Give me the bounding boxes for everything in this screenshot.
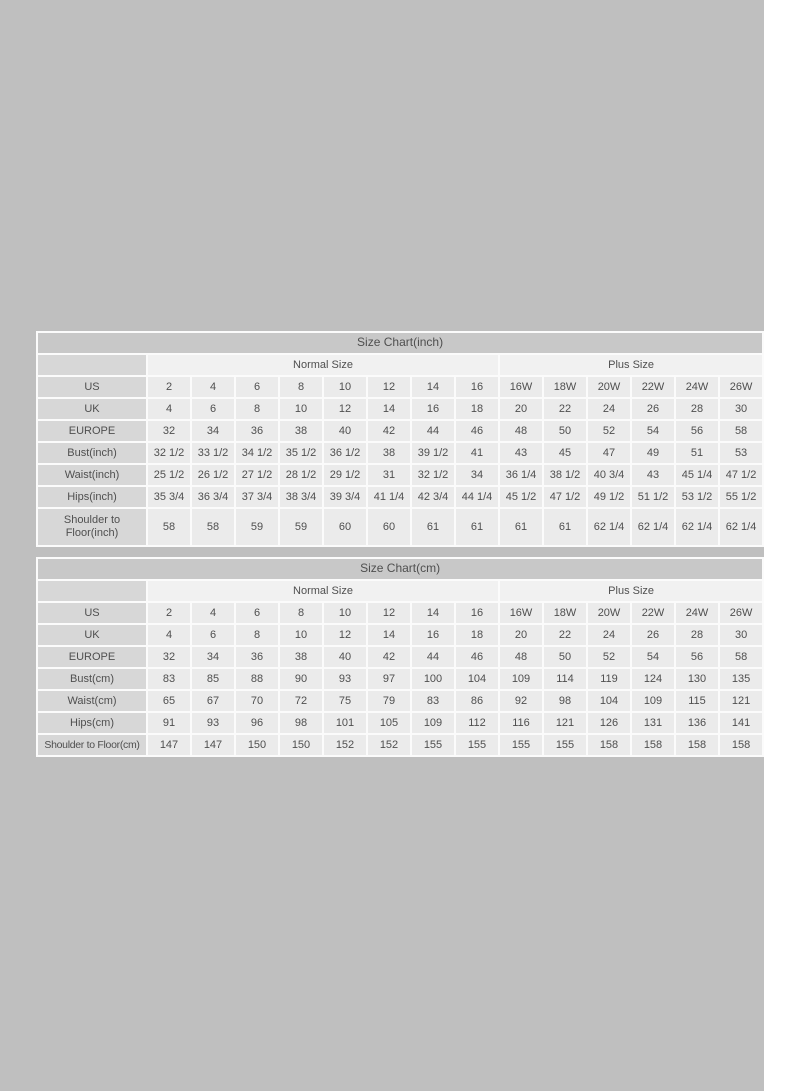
value-cell: 59: [236, 509, 278, 545]
value-cell: 10: [324, 377, 366, 397]
row-label: Hips(cm): [38, 713, 146, 733]
value-cell: 18: [456, 399, 498, 419]
value-cell: 24: [588, 399, 630, 419]
value-cell: 14: [368, 399, 410, 419]
value-cell: 8: [236, 399, 278, 419]
value-cell: 158: [588, 735, 630, 755]
value-cell: 41 1/4: [368, 487, 410, 507]
group-header-plus-size: Plus Size: [500, 355, 762, 375]
value-cell: 12: [368, 377, 410, 397]
value-cell: 43: [632, 465, 674, 485]
value-cell: 8: [280, 377, 322, 397]
table-row: [38, 647, 762, 667]
value-cell: 24: [588, 625, 630, 645]
value-cell: 26 1/2: [192, 465, 234, 485]
value-cell: 158: [720, 735, 762, 755]
value-cell: 61: [456, 509, 498, 545]
value-cell: 150: [280, 735, 322, 755]
value-cell: 16: [412, 625, 454, 645]
corner-cell: [38, 355, 146, 375]
value-cell: 155: [412, 735, 454, 755]
value-cell: 79: [368, 691, 410, 711]
value-cell: 61: [544, 509, 586, 545]
value-cell: 18W: [544, 377, 586, 397]
value-cell: 47 1/2: [720, 465, 762, 485]
value-cell: 47 1/2: [544, 487, 586, 507]
value-cell: 51: [676, 443, 718, 463]
value-cell: 26W: [720, 377, 762, 397]
value-cell: 58: [720, 421, 762, 441]
value-cell: 155: [500, 735, 542, 755]
value-cell: 54: [632, 647, 674, 667]
table-row: [38, 443, 762, 463]
value-cell: 52: [588, 421, 630, 441]
value-cell: 37 3/4: [236, 487, 278, 507]
value-cell: 119: [588, 669, 630, 689]
value-cell: 45 1/2: [500, 487, 542, 507]
value-cell: 86: [456, 691, 498, 711]
value-cell: 2: [148, 377, 190, 397]
row-label: Waist(inch): [38, 465, 146, 485]
value-cell: 20W: [588, 603, 630, 623]
value-cell: 58: [148, 509, 190, 545]
value-cell: 4: [148, 399, 190, 419]
value-cell: 38: [368, 443, 410, 463]
value-cell: 158: [632, 735, 674, 755]
value-cell: 121: [720, 691, 762, 711]
value-cell: 18: [456, 625, 498, 645]
value-cell: 83: [148, 669, 190, 689]
value-cell: 96: [236, 713, 278, 733]
value-cell: 141: [720, 713, 762, 733]
value-cell: 10: [324, 603, 366, 623]
value-cell: 38: [280, 421, 322, 441]
value-cell: 14: [412, 377, 454, 397]
value-cell: 4: [192, 603, 234, 623]
value-cell: 92: [500, 691, 542, 711]
value-cell: 135: [720, 669, 762, 689]
value-cell: 6: [236, 603, 278, 623]
value-cell: 50: [544, 647, 586, 667]
value-cell: 30: [720, 399, 762, 419]
value-cell: 22W: [632, 377, 674, 397]
value-cell: 22: [544, 399, 586, 419]
value-cell: 20W: [588, 377, 630, 397]
value-cell: 28: [676, 625, 718, 645]
value-cell: 152: [368, 735, 410, 755]
value-cell: 62 1/4: [720, 509, 762, 545]
value-cell: 62 1/4: [632, 509, 674, 545]
value-cell: 40: [324, 647, 366, 667]
value-cell: 83: [412, 691, 454, 711]
value-cell: 41: [456, 443, 498, 463]
value-cell: 26: [632, 399, 674, 419]
value-cell: 131: [632, 713, 674, 733]
value-cell: 52: [588, 647, 630, 667]
corner-cell: [38, 581, 146, 601]
value-cell: 55 1/2: [720, 487, 762, 507]
value-cell: 155: [456, 735, 498, 755]
value-cell: 70: [236, 691, 278, 711]
value-cell: 12: [368, 603, 410, 623]
value-cell: 61: [500, 509, 542, 545]
row-label: EUROPE: [38, 647, 146, 667]
value-cell: 10: [280, 625, 322, 645]
value-cell: 16: [412, 399, 454, 419]
value-cell: 33 1/2: [192, 443, 234, 463]
table-row: [38, 713, 762, 733]
value-cell: 26: [632, 625, 674, 645]
value-cell: 22W: [632, 603, 674, 623]
value-cell: 35 3/4: [148, 487, 190, 507]
value-cell: 98: [280, 713, 322, 733]
value-cell: 36 3/4: [192, 487, 234, 507]
table-row: [38, 399, 762, 419]
value-cell: 155: [544, 735, 586, 755]
value-cell: 2: [148, 603, 190, 623]
value-cell: 36: [236, 647, 278, 667]
value-cell: 24W: [676, 603, 718, 623]
value-cell: 38: [280, 647, 322, 667]
value-cell: 34: [192, 421, 234, 441]
value-cell: 56: [676, 647, 718, 667]
value-cell: 44: [412, 647, 454, 667]
value-cell: 62 1/4: [676, 509, 718, 545]
value-cell: 53 1/2: [676, 487, 718, 507]
value-cell: 6: [236, 377, 278, 397]
value-cell: 48: [500, 647, 542, 667]
value-cell: 126: [588, 713, 630, 733]
table-title-row: [38, 333, 762, 353]
value-cell: 48: [500, 421, 542, 441]
value-cell: 12: [324, 399, 366, 419]
table-title-row: [38, 559, 762, 579]
value-cell: 53: [720, 443, 762, 463]
value-cell: 42 3/4: [412, 487, 454, 507]
size-charts-area: [36, 331, 764, 757]
value-cell: 39 3/4: [324, 487, 366, 507]
value-cell: 60: [324, 509, 366, 545]
value-cell: 16: [456, 603, 498, 623]
value-cell: 40 3/4: [588, 465, 630, 485]
group-header-normal-size: Normal Size: [148, 355, 498, 375]
value-cell: 30: [720, 625, 762, 645]
value-cell: 42: [368, 421, 410, 441]
value-cell: 60: [368, 509, 410, 545]
value-cell: 28 1/2: [280, 465, 322, 485]
group-header-plus-size: Plus Size: [500, 581, 762, 601]
table-row: [38, 377, 762, 397]
value-cell: 85: [192, 669, 234, 689]
value-cell: 67: [192, 691, 234, 711]
value-cell: 93: [324, 669, 366, 689]
value-cell: 121: [544, 713, 586, 733]
value-cell: 12: [324, 625, 366, 645]
value-cell: 93: [192, 713, 234, 733]
value-cell: 91: [148, 713, 190, 733]
value-cell: 10: [280, 399, 322, 419]
value-cell: 32: [148, 647, 190, 667]
value-cell: 14: [412, 603, 454, 623]
row-label: Shoulder to Floor(inch): [38, 509, 146, 545]
value-cell: 16: [456, 377, 498, 397]
row-label: Hips(inch): [38, 487, 146, 507]
value-cell: 36 1/2: [324, 443, 366, 463]
value-cell: 90: [280, 669, 322, 689]
value-cell: 22: [544, 625, 586, 645]
value-cell: 29 1/2: [324, 465, 366, 485]
value-cell: 34: [192, 647, 234, 667]
value-cell: 45 1/4: [676, 465, 718, 485]
value-cell: 105: [368, 713, 410, 733]
value-cell: 18W: [544, 603, 586, 623]
value-cell: 104: [588, 691, 630, 711]
value-cell: 24W: [676, 377, 718, 397]
value-cell: 42: [368, 647, 410, 667]
value-cell: 130: [676, 669, 718, 689]
table-title: Size Chart(inch): [38, 333, 762, 353]
value-cell: 16W: [500, 377, 542, 397]
value-cell: 58: [192, 509, 234, 545]
value-cell: 49 1/2: [588, 487, 630, 507]
value-cell: 6: [192, 625, 234, 645]
value-cell: 28: [676, 399, 718, 419]
value-cell: 101: [324, 713, 366, 733]
value-cell: 88: [236, 669, 278, 689]
value-cell: 4: [148, 625, 190, 645]
table-row: [38, 509, 762, 545]
value-cell: 109: [500, 669, 542, 689]
value-cell: 98: [544, 691, 586, 711]
value-cell: 109: [632, 691, 674, 711]
table-row: [38, 487, 762, 507]
row-label: UK: [38, 399, 146, 419]
value-cell: 65: [148, 691, 190, 711]
size-chart-inch-table: [36, 331, 764, 547]
value-cell: 45: [544, 443, 586, 463]
value-cell: 38 1/2: [544, 465, 586, 485]
value-cell: 35 1/2: [280, 443, 322, 463]
value-cell: 158: [676, 735, 718, 755]
value-cell: 44: [412, 421, 454, 441]
value-cell: 20: [500, 625, 542, 645]
table-row: [38, 669, 762, 689]
value-cell: 61: [412, 509, 454, 545]
value-cell: 114: [544, 669, 586, 689]
table-row: [38, 465, 762, 485]
table-title: Size Chart(cm): [38, 559, 762, 579]
value-cell: 147: [192, 735, 234, 755]
value-cell: 115: [676, 691, 718, 711]
value-cell: 152: [324, 735, 366, 755]
value-cell: 124: [632, 669, 674, 689]
value-cell: 14: [368, 625, 410, 645]
value-cell: 34: [456, 465, 498, 485]
value-cell: 43: [500, 443, 542, 463]
row-label: EUROPE: [38, 421, 146, 441]
table-row: [38, 421, 762, 441]
value-cell: 56: [676, 421, 718, 441]
value-cell: 4: [192, 377, 234, 397]
value-cell: 58: [720, 647, 762, 667]
table-row: [38, 603, 762, 623]
row-label: US: [38, 377, 146, 397]
value-cell: 34 1/2: [236, 443, 278, 463]
table-row: [38, 625, 762, 645]
value-cell: 27 1/2: [236, 465, 278, 485]
value-cell: 39 1/2: [412, 443, 454, 463]
value-cell: 36: [236, 421, 278, 441]
value-cell: 49: [632, 443, 674, 463]
value-cell: 46: [456, 647, 498, 667]
value-cell: 26W: [720, 603, 762, 623]
value-cell: 38 3/4: [280, 487, 322, 507]
value-cell: 46: [456, 421, 498, 441]
value-cell: 51 1/2: [632, 487, 674, 507]
value-cell: 32 1/2: [148, 443, 190, 463]
value-cell: 31: [368, 465, 410, 485]
row-label: US: [38, 603, 146, 623]
column-group-row: [38, 581, 762, 601]
value-cell: 54: [632, 421, 674, 441]
value-cell: 62 1/4: [588, 509, 630, 545]
row-label: UK: [38, 625, 146, 645]
value-cell: 100: [412, 669, 454, 689]
value-cell: 20: [500, 399, 542, 419]
value-cell: 150: [236, 735, 278, 755]
value-cell: 8: [236, 625, 278, 645]
value-cell: 136: [676, 713, 718, 733]
table-row: [38, 735, 762, 755]
value-cell: 8: [280, 603, 322, 623]
value-cell: 116: [500, 713, 542, 733]
value-cell: 112: [456, 713, 498, 733]
row-label: Shoulder to Floor(cm): [38, 735, 146, 755]
value-cell: 147: [148, 735, 190, 755]
table-row: [38, 691, 762, 711]
value-cell: 109: [412, 713, 454, 733]
value-cell: 75: [324, 691, 366, 711]
value-cell: 16W: [500, 603, 542, 623]
value-cell: 6: [192, 399, 234, 419]
value-cell: 47: [588, 443, 630, 463]
value-cell: 50: [544, 421, 586, 441]
value-cell: 104: [456, 669, 498, 689]
value-cell: 36 1/4: [500, 465, 542, 485]
column-group-row: [38, 355, 762, 375]
value-cell: 44 1/4: [456, 487, 498, 507]
value-cell: 32: [148, 421, 190, 441]
value-cell: 32 1/2: [412, 465, 454, 485]
row-label: Bust(cm): [38, 669, 146, 689]
value-cell: 97: [368, 669, 410, 689]
size-chart-cm-table: [36, 557, 764, 757]
value-cell: 25 1/2: [148, 465, 190, 485]
row-label: Waist(cm): [38, 691, 146, 711]
value-cell: 72: [280, 691, 322, 711]
value-cell: 59: [280, 509, 322, 545]
row-label: Bust(inch): [38, 443, 146, 463]
value-cell: 40: [324, 421, 366, 441]
group-header-normal-size: Normal Size: [148, 581, 498, 601]
